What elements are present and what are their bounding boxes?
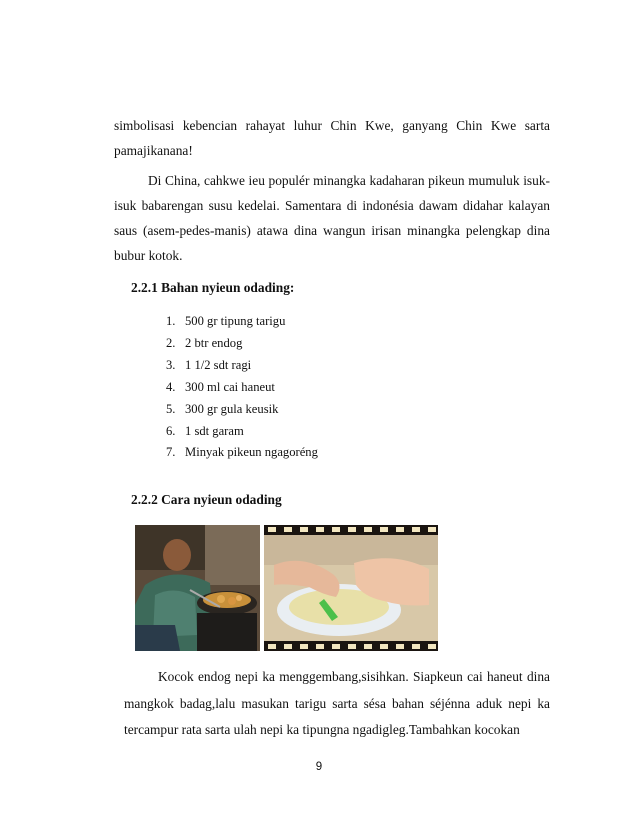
list-item <box>166 442 318 464</box>
list-item <box>166 377 318 399</box>
list-number: 2. <box>166 335 176 350</box>
list-item <box>166 421 318 443</box>
heading-cara: 2.2.2 Cara nyieun odading <box>131 492 282 507</box>
paragraph-cara: Kocok endog nepi ka menggembang,sisihkan. Siapkeun cai haneut dina mangkok badag,lalu masukan tarigu sarta sésa bahan séjénna aduk nepi ka tercampur rata sarta ulah nepi ka tipungna ngadigleg.Tambahkan kocokan <box>124 669 550 737</box>
list-number: 1. <box>166 314 176 328</box>
paragraph-intro-continued: simbolisasi kebencian rahayat luhur Chin Kwe, ganyang Chin Kwe sarta pamajikanana! <box>114 118 550 158</box>
paragraph-china: Di China, cahkwe ieu populér minangka kadaharan pikeun mumuluk isuk-isuk babarengan susu kedelai. Samentara di indonésia dawam didahar kalayan saus (asem-pedes-manis) atawa dina wangun irisan minangka pelengkap dina bubur kotok. <box>114 173 550 263</box>
ingredient-list <box>166 311 318 464</box>
photo-frying-odading <box>135 525 260 651</box>
list-text: Minyak pikeun ngagoréng <box>185 445 318 460</box>
list-item <box>166 333 318 355</box>
list-text: 1 sdt garam <box>185 423 244 438</box>
list-number: 7. <box>166 445 176 460</box>
list-text: 500 gr tipung tarigu <box>185 314 286 328</box>
list-text: 2 btr endog <box>185 335 243 350</box>
heading-bahan: 2.2.1 Bahan nyieun odading: <box>131 280 295 295</box>
list-number: 5. <box>166 401 176 416</box>
list-number: 4. <box>166 379 176 394</box>
list-item <box>166 399 318 421</box>
list-number: 6. <box>166 423 176 438</box>
page-number: 9 <box>315 761 323 773</box>
list-text: 1 1/2 sdt ragi <box>185 357 252 372</box>
list-item <box>166 311 318 333</box>
photo-mixing-dough-filmstrip <box>264 525 438 651</box>
list-number: 3. <box>166 357 176 372</box>
list-text: 300 gr gula keusik <box>185 401 279 416</box>
list-text: 300 ml cai haneut <box>185 379 275 394</box>
list-item <box>166 355 318 377</box>
